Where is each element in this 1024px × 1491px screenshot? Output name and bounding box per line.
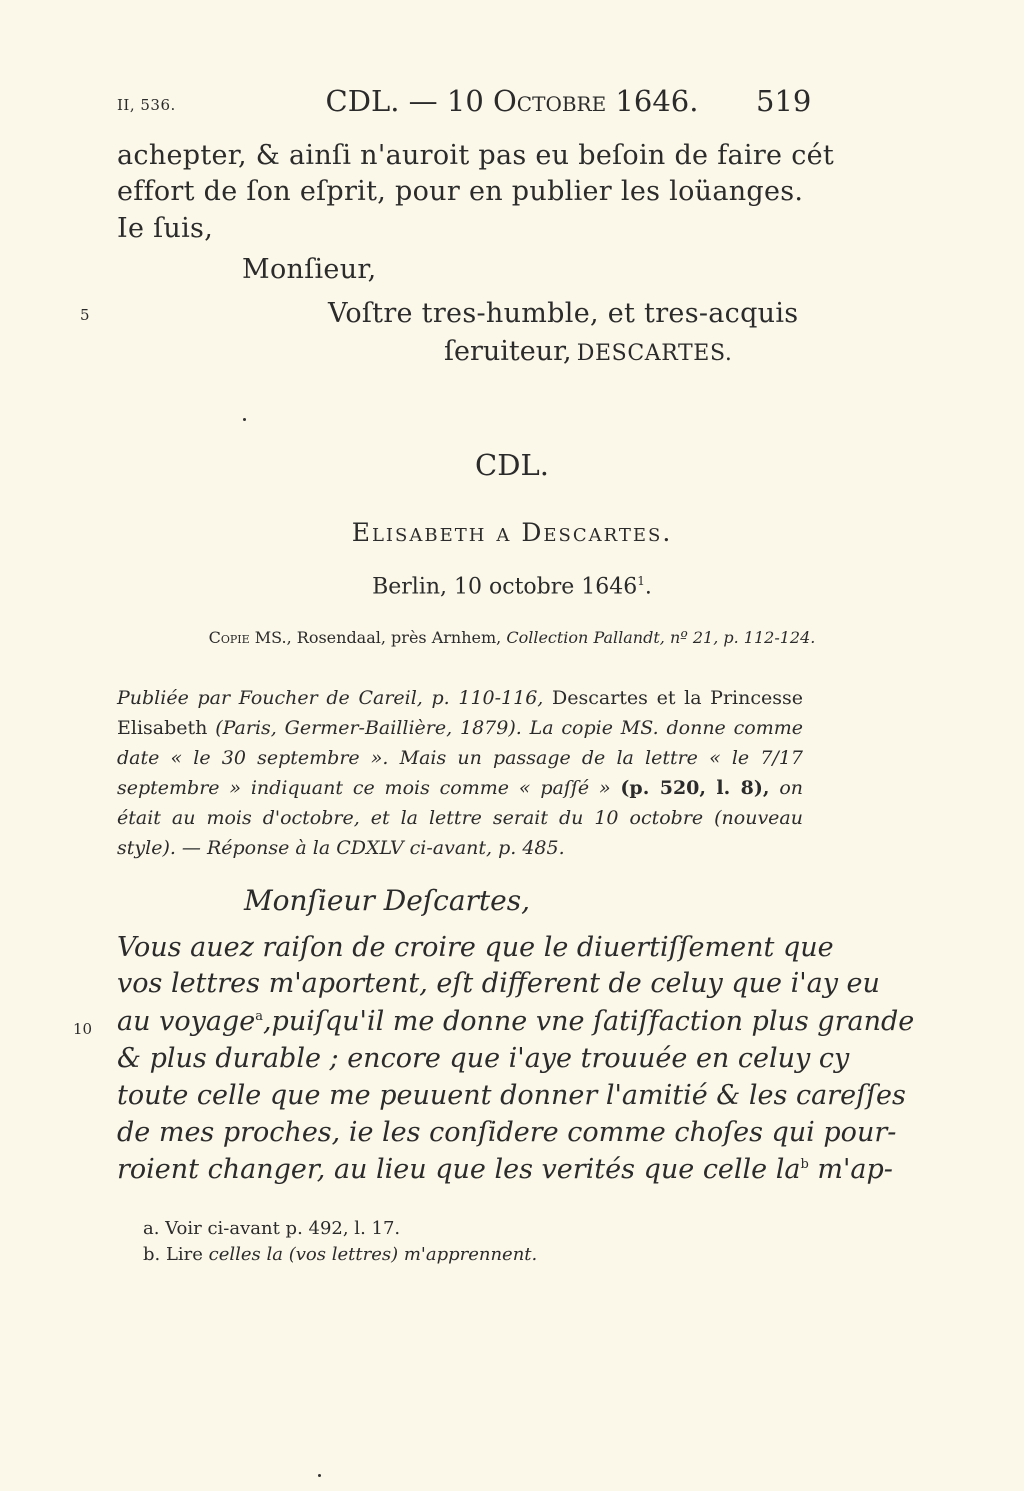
- body-line-1: Vous auez raiſon de croire que le diuertiſſement que: [117, 932, 834, 963]
- body-line-4: & plus durable ; encore que i'aye trouuée en celuy cy: [117, 1043, 850, 1074]
- note-part-5: on était au mois d'octobre, et la lettre serait du 10 octobre (nouveau style). — Réponse à la CDXLV ci-avant, p. 485.: [117, 777, 803, 859]
- header-title-month: Octobre: [493, 84, 607, 118]
- page-reference: II, 536.: [117, 96, 176, 114]
- prev-letter-line-1: achepter, & ainſi n'auroit pas eu beſoin de faire cét: [117, 140, 835, 171]
- note-part-2: Descartes et la Princesse Elisabeth: [117, 687, 803, 739]
- letter-salutation: Monſieur Deſcartes,: [244, 884, 531, 917]
- place-date-note: 1: [637, 574, 645, 588]
- print-speck: [243, 418, 246, 421]
- body-line-7-end: m'ap-: [808, 1154, 893, 1185]
- editorial-note: [117, 683, 803, 863]
- body-line-2: vos lettres m'aportent, eſt different de celuy que i'ay eu: [117, 968, 880, 999]
- prev-letter-signature-line: [444, 336, 732, 367]
- body-line-7: [117, 1154, 893, 1185]
- letter-place-date: Berlin, 10 octobre 1646$^1$.: [372, 574, 652, 600]
- footnote-ref-b: b: [800, 1157, 809, 1172]
- prev-letter-closing: Voſtre tres-humble, et tres-acquis: [328, 298, 799, 329]
- prev-letter-signature: DESCARTES.: [576, 341, 733, 366]
- page-number: 519: [756, 84, 812, 118]
- note-part-1: Publiée par Foucher de Careil, p. 110-116,: [117, 687, 544, 709]
- body-line-7-start: roient changer, au lieu que les verités que celle la: [117, 1154, 801, 1185]
- footnote-b-italic: celles la (vos lettres) m'apprennent.: [208, 1244, 538, 1265]
- header-title-year: 1646.: [606, 84, 699, 118]
- copy-source: [0, 628, 1024, 647]
- footnote-a: a. Voir ci-avant p. 492, l. 17.: [143, 1218, 401, 1239]
- note-part-4: (p. 520, l. 8),: [620, 777, 770, 799]
- prev-letter-closing-word: ſeruiteur,: [444, 336, 572, 367]
- copy-prefix: Copie: [208, 628, 250, 647]
- note-part-3: (Paris, Germer-Baillière, 1879). La copie MS. donne comme date « le 30 septembre ». Mais un passage de la lettre « le 7/17 septembre » indiquant ce mois comme « paſſé »: [117, 717, 803, 799]
- body-line-3-start: au voyage: [117, 1006, 256, 1037]
- prev-letter-line-2: effort de ſon eſprit, pour en publier les loüanges.: [117, 176, 804, 207]
- place-date-text: Berlin, 10 octobre 1646: [372, 574, 638, 600]
- copy-text: MS., Rosendaal, près Arnhem,: [249, 628, 507, 647]
- line-number-5: 5: [80, 306, 90, 324]
- footnote-ref-a: a: [255, 1009, 263, 1024]
- copy-collection: Collection Pallandt, nº 21, p. 112-124.: [506, 628, 816, 647]
- body-line-6: de mes proches, ie les conſidere comme choſes qui pour-: [117, 1117, 897, 1148]
- body-line-3: [117, 1006, 915, 1037]
- header-title-prefix: CDL. — 10: [325, 84, 494, 118]
- footnote-b-prefix: b. Lire: [143, 1244, 209, 1265]
- footnote-b: [143, 1244, 537, 1265]
- prev-letter-salutation: Monſieur,: [242, 254, 377, 285]
- body-line-3-end: ,puiſqu'il me donne vne ſatiſfaction plus grande: [262, 1006, 915, 1037]
- print-speck: [318, 1474, 321, 1477]
- body-line-5: toute celle que me peuuent donner l'amitié & les careſſes: [117, 1080, 906, 1111]
- running-header: [0, 84, 1024, 118]
- letter-number: CDL.: [475, 448, 549, 482]
- line-number-10: 10: [73, 1020, 93, 1038]
- prev-letter-line-3: Ie ſuis,: [117, 213, 214, 244]
- letter-heading: Elisabeth a Descartes.: [351, 518, 673, 547]
